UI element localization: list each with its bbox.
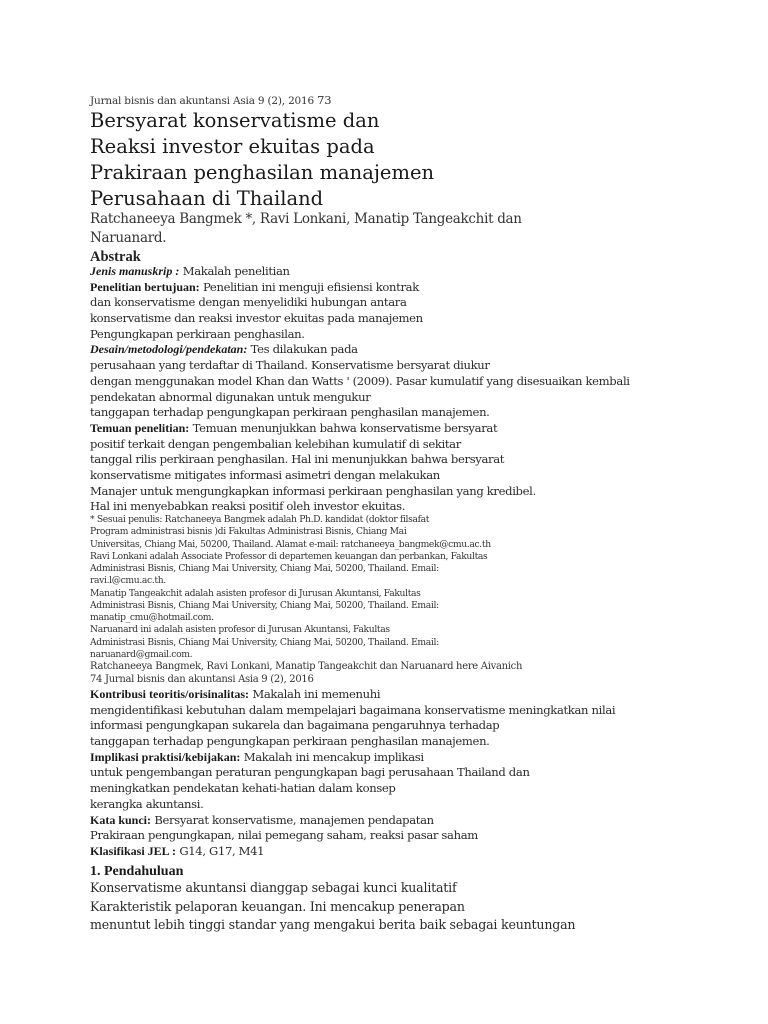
abstract-body [90, 264, 630, 515]
keywords-label: Kata kunci: [90, 812, 152, 827]
findings-line: Manajer untuk mengungkapkan informasi perkiraan penghasilan yang kredibel. [90, 483, 536, 498]
design-line: pendekatan abnormal digunakan untuk mengukur [90, 389, 371, 404]
design-label: Desain/metodologi/pendekatan: [90, 342, 248, 357]
footnote-line: Program administrasi bisnis )di Fakultas Administrasi Bisnis, Chiang Mai [90, 526, 407, 538]
purpose-line: konservatisme dan reaksi investor ekuitas pada manajemen [90, 311, 423, 326]
title-line: Reaksi investor ekuitas pada [90, 135, 375, 158]
abstract-type-line [90, 264, 630, 280]
contribution-text: Makalah ini memenuhi [249, 687, 381, 701]
findings-text: Temuan menunjukkan bahwa konservatisme bersyarat [189, 420, 498, 435]
footnote-line: ravi.l@cmu.ac.th. [90, 575, 166, 587]
author-list [90, 210, 522, 248]
introduction-heading: 1. Pendahuluan [90, 864, 184, 879]
design-line [90, 342, 630, 358]
title-line: Prakiraan penghasilan manajemen [90, 161, 435, 184]
footnote-line: Ravi Lonkani adalah Associate Professor di departemen keuangan dan perbankan, Fakultas [90, 550, 488, 562]
jel-text: G14, G17, M41 [176, 843, 265, 858]
footnote-line: Administrasi Bisnis, Chiang Mai University, Chiang Mai, 50200, Thailand. Email: [90, 636, 439, 648]
type-label: Jenis manuskrip : [90, 264, 180, 278]
design-line: dengan menggunakan model Khan dan Watts ' (2009). Pasar kumulatif yang disesuaikan kembali [90, 373, 630, 388]
implications-line [90, 750, 615, 766]
purpose-text: Penelitian ini menguji efisiensi kontrak [199, 279, 419, 294]
findings-line: konservatisme mitigates informasi asimetri dengan melakukan [90, 467, 440, 482]
findings-line: tanggal rilis perkiraan penghasilan. Hal ini menunjukkan bahwa bersyarat [90, 452, 505, 467]
contribution-line: informasi pengungkapan sukarela dan bagaimana pengaruhnya terhadap [90, 718, 500, 733]
implications-line: untuk pengembangan peraturan pengungkapan bagi perusahaan Thailand dan [90, 765, 530, 780]
contribution-line [90, 687, 615, 703]
introduction-line: Karakteristik pelaporan keuangan. Ini mencakup penerapan [90, 898, 465, 914]
title-line: Perusahaan di Thailand [90, 187, 324, 210]
jel-label: Klasifikasi JEL : [90, 843, 177, 858]
type-text: Makalah penelitian [179, 264, 290, 278]
introduction-line: Konservatisme akuntansi dianggap sebagai kunci kualitatif [90, 880, 457, 895]
design-text: Tes dilakukan pada [247, 342, 358, 357]
findings-line: positif terkait dengan pengembalian kelebihan kumulatif di sekitar [90, 436, 461, 451]
title-line: Bersyarat konservatisme dan [90, 109, 380, 132]
contribution-line: tanggapan terhadap pengungkapan perkiraan penghasilan manajemen. [90, 734, 490, 749]
purpose-line [90, 280, 630, 296]
footnote-line: * Sesuai penulis: Ratchaneeya Bangmek adalah Ph.D. kandidat (doktor filsafat [90, 514, 430, 525]
keywords-text: Bersyarat konservatisme, manajemen pendapatan [151, 812, 434, 827]
footnote-line: naruanard@gmail.com. [90, 648, 193, 660]
credit-line: Ratchaneeya Bangmek, Ravi Lonkani, Manatip Tangeakchit dan Naruanard here Aivanich [90, 661, 523, 672]
author-footnotes [90, 514, 491, 661]
abstract-continued [90, 687, 615, 860]
running-header [90, 660, 522, 686]
journal-header [90, 93, 331, 107]
implications-label: Implikasi praktisi/kebijakan: [90, 749, 241, 764]
footnote-line: Naruanard ini adalah asisten profesor di Jurusan Akuntansi, Fakultas [90, 624, 390, 636]
journal-line: Jurnal bisnis dan akuntansi Asia 9 (2), 2016 [90, 95, 318, 107]
findings-label: Temuan penelitian: [90, 420, 190, 435]
design-line: tanggapan terhadap pengungkapan perkiraan penghasilan manajemen. [90, 405, 490, 420]
keywords-line: Prakiraan pengungkapan, nilai pemegang saham, reaksi pasar saham [90, 828, 478, 843]
implications-line: kerangka akuntansi. [90, 796, 204, 811]
footnote-line: Administrasi Bisnis, Chiang Mai University, Chiang Mai, 50200, Thailand. Email: [90, 599, 439, 611]
contribution-label: Kontribusi teoritis/orisinalitas: [90, 687, 249, 701]
keywords-line [90, 813, 615, 829]
footnote-line: Universitas, Chiang Mai, 50200, Thailand. Alamat e-mail: ratchaneeya_bangmek@cmu.ac.th [90, 538, 491, 550]
abstract-heading: Abstrak [90, 249, 141, 265]
contribution-line: mengidentifikasi kebutuhan dalam mempelajari bagaimana konservatisme meningkatkan nilai [90, 702, 616, 717]
implications-line: meningkatkan pendekatan kehati-hatian dalam konsep [90, 781, 396, 796]
page-number: 73 [317, 93, 332, 107]
purpose-line: Pengungkapan perkiraan penghasilan. [90, 326, 305, 341]
author-line: Naruanard. [90, 230, 167, 246]
paper-title [90, 108, 434, 212]
purpose-line: dan konservatisme dengan menyelidiki hubungan antara [90, 295, 407, 310]
author-line: Ratchaneeya Bangmek *, Ravi Lonkani, Manatip Tangeakchit dan [90, 211, 522, 227]
introduction-body [90, 879, 575, 935]
footnote-line: manatip_cmu@hotmail.com. [90, 612, 214, 623]
design-line: perusahaan yang terdaftar di Thailand. Konservatisme bersyarat diukur [90, 358, 490, 373]
findings-line [90, 421, 630, 437]
jel-line [90, 844, 615, 860]
findings-line: Hal ini menyebabkan reaksi positif oleh investor ekuitas. [90, 499, 406, 514]
purpose-label: Penelitian bertujuan: [90, 279, 200, 294]
implications-text: Makalah ini mencakup implikasi [240, 749, 424, 764]
footnote-line: Administrasi Bisnis, Chiang Mai University, Chiang Mai, 50200, Thailand. Email: [90, 563, 439, 574]
page-line: 74 Jurnal bisnis dan akuntansi Asia 9 (2), 2016 [90, 674, 314, 685]
footnote-line: Manatip Tangeakchit adalah asisten profesor di Jurusan Akuntansi, Fakultas [90, 587, 421, 599]
introduction-line: menuntut lebih tinggi standar yang mengakui berita baik sebagai keuntungan [90, 917, 576, 932]
